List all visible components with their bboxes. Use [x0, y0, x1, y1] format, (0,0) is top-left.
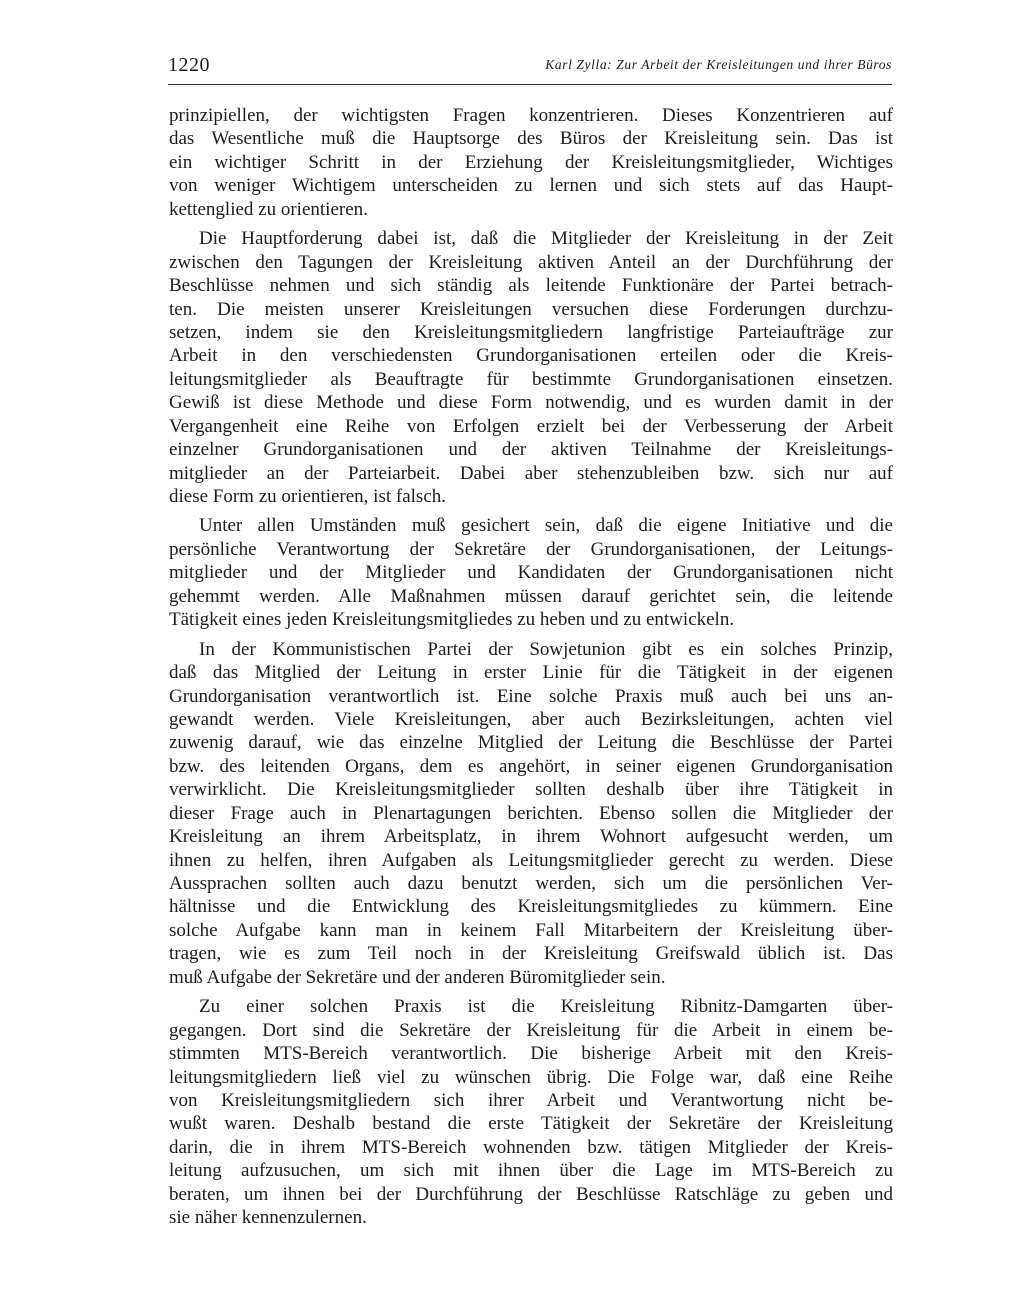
- text-line: von Kreisleitungsmitgliedern sich ihrer Arbeit und Verantwortung nicht be-: [169, 1089, 893, 1111]
- text-line: Kreisleitung an ihrem Arbeitsplatz, in ihrem Wohnort aufgesucht werden, um: [169, 826, 893, 848]
- text-line: stimmten MTS-Bereich verantwortlich. Die bisherige Arbeit mit den Kreis-: [169, 1043, 893, 1065]
- text-line: verwirklicht. Die Kreisleitungsmitglieder sollten deshalb über ihre Tätigkeit in: [169, 779, 893, 801]
- paragraph: [169, 227, 893, 508]
- page-header: [168, 52, 892, 85]
- text-line: gehemmt werden. Alle Maßnahmen müssen darauf gerichtet sein, die leitende: [169, 585, 893, 607]
- text-line: beraten, um ihnen bei der Durchführung der Beschlüsse Ratschläge zu geben und: [169, 1183, 893, 1205]
- text-line: prinzipiellen, der wichtigsten Fragen konzentrieren. Dieses Konzentrieren auf: [169, 105, 893, 126]
- paragraph: [169, 638, 893, 990]
- text-line: leitung aufzusuchen, um sich mit ihnen über die Lage im MTS-Bereich zu: [169, 1160, 893, 1182]
- text-line: Beschlüsse nehmen und sich ständig als leitende Funktionäre der Partei betrach-: [169, 275, 893, 297]
- text-line: wußt waren. Deshalb bestand die erste Tätigkeit der Sekretäre der Kreisleitung: [169, 1113, 893, 1135]
- text-line: ihnen zu helfen, ihren Aufgaben als Leitungsmitglieder gerecht zu werden. Diese: [169, 849, 893, 871]
- text-line: solche Aufgabe kann man in keinem Fall Mitarbeitern der Kreisleitung über-: [169, 919, 893, 941]
- text-line: Gewiß ist diese Methode und diese Form notwendig, und es wurden damit in der: [169, 392, 893, 414]
- text-line: hältnisse und die Entwicklung des Kreisleitungsmitgliedes zu kümmern. Eine: [169, 896, 893, 918]
- text-line: diese Form zu orientieren, ist falsch.: [169, 486, 447, 507]
- text-line: tragen, wie es zum Teil noch in der Kreisleitung Greifswald üblich ist. Das: [169, 943, 893, 965]
- text-line: zwischen den Tagungen der Kreisleitung aktiven Anteil an der Durchführung der: [169, 251, 893, 273]
- paragraph: [169, 514, 893, 631]
- text-line: bzw. des leitenden Organs, dem es angehört, in seiner eigenen Grundorganisation: [169, 755, 893, 777]
- text-line: mitglieder und der Mitglieder und Kandidaten der Grundorganisationen nicht: [169, 562, 893, 584]
- paragraph: [169, 995, 893, 1229]
- text-line: von weniger Wichtigem unterscheiden zu lernen und sich stets auf das Haupt-: [169, 175, 893, 197]
- text-line: leitungsmitglieder als Beauftragte für bestimmte Grundorganisationen einsetzen.: [169, 368, 893, 390]
- text-line: leitungsmitgliedern ließ viel zu wünschen übrig. Die Folge war, daß eine Reihe: [169, 1066, 893, 1088]
- text-line: Die Hauptforderung dabei ist, daß die Mitglieder der Kreisleitung in der Zeit: [199, 228, 893, 250]
- text-line: setzen, indem sie den Kreisleitungsmitgliedern langfristige Parteiaufträge zur: [169, 321, 893, 343]
- text-line: Tätigkeit eines jeden Kreisleitungsmitgliedes zu heben und zu entwickeln.: [169, 609, 735, 631]
- text-line: ten. Die meisten unserer Kreisleitungen versuchen diese Forderungen durchzu-: [169, 298, 893, 320]
- running-head: Karl Zylla: Zur Arbeit der Kreisleitungen und ihrer Büros: [545, 57, 892, 72]
- paragraph: [169, 104, 893, 221]
- text-line: gewandt werden. Viele Kreisleitungen, aber auch Bezirksleitungen, achten viel: [169, 708, 893, 730]
- text-line: mitglieder an der Parteiarbeit. Dabei aber stehenzubleiben bzw. sich nur auf: [169, 462, 893, 484]
- text-line: Unter allen Umständen muß gesichert sein, daß die eigene Initiative und die: [199, 515, 893, 537]
- text-line: kettenglied zu orientieren.: [169, 198, 368, 220]
- page-number: 1220: [168, 54, 210, 76]
- body-text: [169, 104, 893, 1236]
- text-line: sie näher kennenzulernen.: [169, 1207, 367, 1229]
- text-line: gegangen. Dort sind die Sekretäre der Kreisleitung für die Arbeit in einem be-: [169, 1019, 893, 1041]
- text-line: einzelner Grundorganisationen und der aktiven Teilnahme der Kreisleitungs-: [169, 439, 893, 461]
- text-line: ein wichtiger Schritt in der Erziehung der Kreisleitungsmitglieder, Wichtiges: [169, 151, 893, 173]
- text-line: muß Aufgabe der Sekretäre und der anderen Büromitglieder sein.: [169, 966, 666, 988]
- text-line: daß das Mitglied der Leitung in erster Linie für die Tätigkeit in der eigenen: [169, 662, 893, 684]
- text-line: persönliche Verantwortung der Sekretäre der Grundorganisationen, der Leitungs-: [169, 538, 893, 560]
- text-line: Aussprachen sollten auch dazu benutzt werden, sich um die persönlichen Ver-: [169, 873, 893, 894]
- text-line: zuwenig darauf, wie das einzelne Mitglied der Leitung die Beschlüsse der Partei: [169, 732, 893, 754]
- text-line: darin, die in ihrem MTS-Bereich wohnenden bzw. tätigen Mitglieder der Kreis-: [169, 1136, 893, 1158]
- text-line: Grundorganisation verantwortlich ist. Eine solche Praxis muß auch bei uns an-: [169, 685, 893, 707]
- text-line: dieser Frage auch in Plenartagungen berichten. Ebenso sollen die Mitglieder der: [169, 802, 893, 824]
- text-line: In der Kommunistischen Partei der Sowjetunion gibt es ein solches Prinzip,: [199, 638, 893, 660]
- text-line: das Wesentliche muß die Hauptsorge des Büros der Kreisleitung sein. Das ist: [169, 128, 893, 150]
- text-line: Vergangenheit eine Reihe von Erfolgen erzielt bei der Verbesserung der Arbeit: [169, 415, 893, 437]
- text-line: Arbeit in den verschiedensten Grundorganisationen erteilen oder die Kreis-: [169, 345, 893, 367]
- text-line: Zu einer solchen Praxis ist die Kreisleitung Ribnitz-Damgarten über-: [199, 996, 893, 1018]
